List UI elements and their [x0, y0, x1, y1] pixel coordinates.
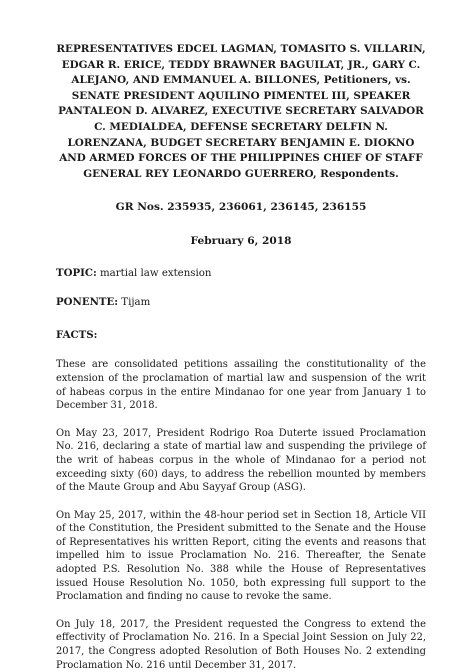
topic-line — [56, 266, 426, 281]
decision-date: February 6, 2018 — [190, 235, 292, 248]
facts-paragraph: These are consolidated petitions assailing the constitutionality of the extension of the proclamation of martial law and suspension of the writ of habeas corpus in the entire Mindanao for one year from January 1 to December 31, 2018. — [56, 359, 426, 412]
facts-heading: FACTS: — [56, 329, 98, 342]
case-title: REPRESENTATIVES EDCEL LAGMAN, TOMASITO S. VILLARIN, EDGAR R. ERICE, TEDDY BRAWNER BAGUILAT, JR., GARY C. ALEJANO, AND EMMANUEL A. BILLONES, Petitioners, vs. SENATE PRESIDENT AQUILINO PIMENTEL III, SPEAKER PANTALEON D. ALVAREZ, EXECUTIVE SECRETARY SALVADOR C. MEDIALDEA, DEFENSE SECRETARY DELFIN N. LORENZANA, BUDGET SECRETARY BENJAMIN E. DIOKNO AND ARMED FORCES OF THE PHILIPPINES CHIEF OF STAFF GENERAL REY LEONARDO GUERRERO, Respondents. — [56, 43, 426, 180]
gr-number: GR Nos. 235935, 236061, 236145, 236155 — [115, 201, 367, 214]
facts-paragraph: On May 25, 2017, within the 48-hour period set in Section 18, Article VII of the Constitution, the President submitted to the Senate and the House of Representatives his written Report, citing the events and reasons that impelled him to issue Proclamation No. 216. Thereafter, the Senate adopted P.S. Resolution No. 388 while the House of Representatives issued House Resolution No. 1050, both expressing full support to the Proclamation and finding no cause to revoke the same. — [56, 509, 426, 603]
topic-label: TOPIC: — [56, 267, 97, 280]
ponente-label: PONENTE: — [56, 296, 119, 309]
ponente-line — [56, 295, 426, 310]
facts-paragraph: On May 23, 2017, President Rodrigo Roa Duterte issued Proclamation No. 216, declaring a state of martial law and suspending the privilege of the writ of habeas corpus in the whole of Mindanao for a period not exceeding sixty (60) days, to address the rebellion mounted by members of the Maute Group and Abu Sayyaf Group (ASG). — [56, 427, 426, 494]
topic-value: martial law extension — [100, 268, 212, 280]
ponente-value: Tijam — [121, 297, 151, 309]
facts-paragraph: On July 18, 2017, the President requested the Congress to extend the effectivity of Proclamation No. 216. In a Special Joint Session on July 22, 2017, the Congress adopted Resolution of Both Houses No. 2 extending Proclamation No. 216 until December 31, 2017. — [56, 618, 426, 671]
